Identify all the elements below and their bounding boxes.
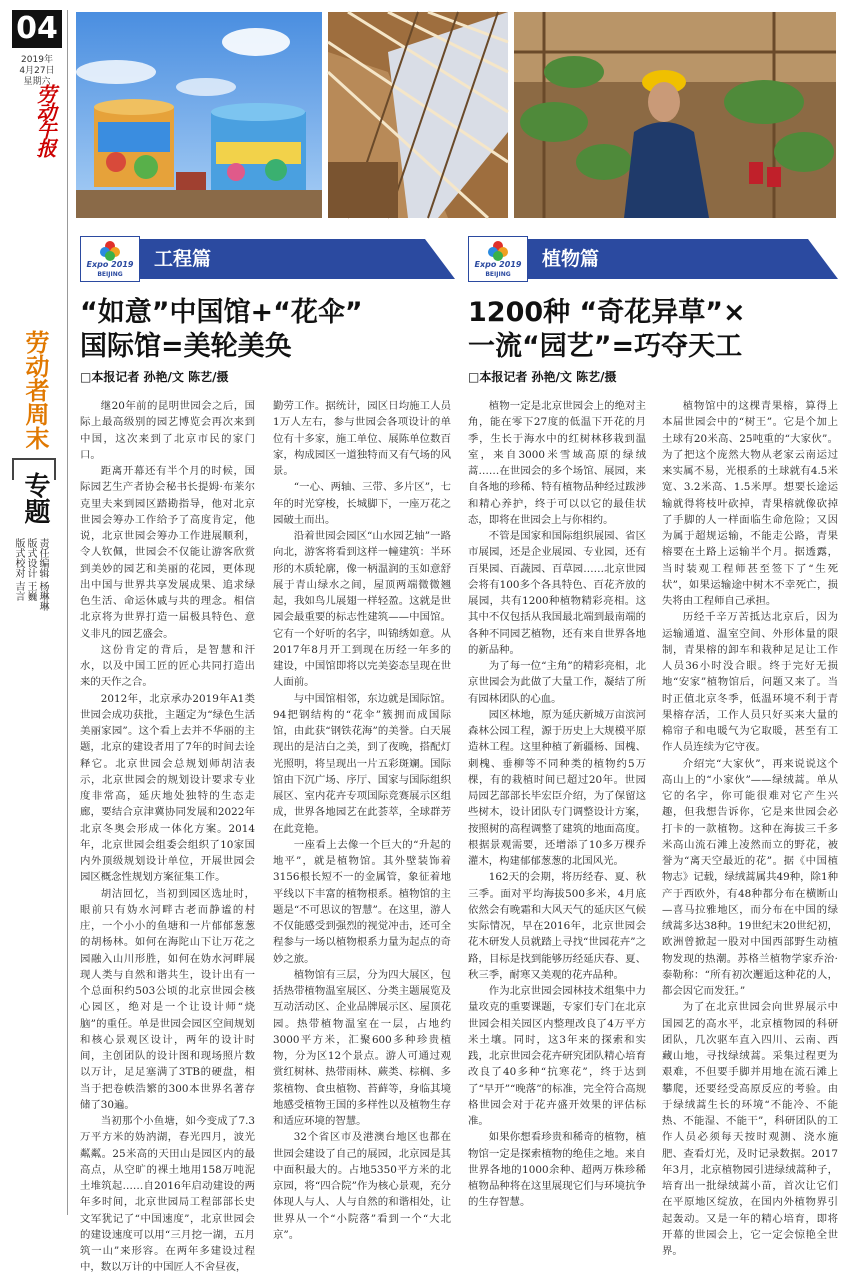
paragraph: 如果你想看珍贵和稀奇的植物，植物馆一定是探索植物的绝佳之地。来自世界各地的1000余种、超两万株珍稀植物品种将在这里展现它们与环境抗争的生存智慧。 — [468, 1131, 646, 1209]
paragraph: 植物馆中的这棵青果榕，算得上本届世园会中的“树王”。它是个加上土球有20米高、25吨重的“大家伙”。为了把这个庞然大物从老家云南运过来实属不易，光根系的土球就有4.5米宽、3.2米高、1.5米厚。想要长途运输就得将枝叶砍掉，青果榕就像砍掉了手脚的人一样面临生命危险；又因为属于超规运输，不能走公路，青果榕要在土路上运输半个月。据透露，当时装观工程师甚至签下了“生死状”，如果运输途中树木不幸死亡，损失将由工程师自己承担。 — [662, 400, 838, 607]
paragraph: 2012年，北京承办2019年A1类世园会成功获批，主题定为“绿色生活 美丽家园”。这个看上去并不华丽的主题，北京的建设者用了7年的时间去诠释它。北京世园会总规划师胡洁表示，北京世园会的规划设计要求专业度非常高，延庆地处独特的生态走廊，要结合京津冀协同发展和2022年北京冬奥会形成一体化方案。2014年，北京世园会组委会组织了10家国内外顶级规划设计单位，开展世园会园区概念性规划方案征集工作。 — [80, 692, 255, 884]
painted-oil-tanks-photo — [76, 12, 322, 218]
section-tag: 工程篇 — [154, 248, 212, 270]
right-headline-line1: 1200种 “奇花异草”× — [468, 297, 746, 328]
issue-date: 4月27日 — [19, 66, 55, 76]
section-tag-banner — [528, 239, 838, 279]
left-headline — [80, 296, 460, 364]
paragraph: 与中国馆相邻，东边就是国际馆。94把钢结构的“花伞”簇拥而成国际馆，由此获“钢铁花海”的美誉。白天展现出的是洁白之美，到了夜晚，搭配灯光照明，将呈现出一片五彩斑斓。国际馆由下沉广场、序厅、国家与国际组织展区、室内花卉专项国际竞赛展示区组成，世界各地园艺在此荟萃，全球群芳在此竞艳。 — [273, 692, 451, 835]
issue-weekday: 星期六 — [23, 77, 51, 87]
section-name: 劳动者周末 — [21, 330, 49, 450]
paragraph: 作为北京世园会园林技术组集中力量攻克的重要课题，专家们专门在北京世园会相关园区内整理改良了4万平方米土壤。同时，这3年来的探索和实践，北京世园会花卉研究团队精心培育改良了40多种“抗寒花”，终于达到了“早开”“晚落”的标准，完全符合高规格世园会对于花卉盛开效果的评估标准。 — [468, 985, 646, 1127]
issue-year: 2019年 — [21, 55, 53, 65]
paragraph: 这份肯定的背后，是智慧和汗水，以及中国工匠的匠心共同打造出来的天作之合。 — [80, 643, 255, 689]
expo-logo-subtext: BEIJING — [97, 271, 123, 278]
paragraph: 胡洁回忆，当初到园区选址时，眼前只有妫水河畔古老而静谧的村庄，一个小小的鱼塘和一片郁郁葱葱的胡杨林。如何在海陀山下让万花之园融入山川形胜，如何在妫水河畔展现人类与自然和谐共生，设计出有一个总面积约503公顷的北京世园会核心园区，绝对是一个让设计师“烧脑”的重任。单是世园会园区空间规划和核心景观区设计，两年的设计时间，主创团队的设计图和现场照片数以万计，足足塞满了3TB的硬盘，相当于把卷帙浩繁的300本世界名著存储了30遍。 — [80, 887, 255, 1111]
paragraph: “一心、两轴、三带、多片区”，七年的时光穿梭，长城脚下，一座万花之园破土而出。 — [273, 481, 451, 526]
paragraph: 园区林地，原为延庆新城万亩滨河森林公园工程，源于历史上大规模平原造林工程。这里种植了新疆杨、国槐、刺槐、垂柳等不同种类的植物约5万棵，有的栽植时间已超过20年。世园局园艺部部长毕宏臣介绍，为了保留这些树木，设计团队专门调整设计方案，按照树的高程调整了建筑的地面高度。根据景观需要，还增添了10多万棵乔灌木，构建郁郁葱葱的北国风光。 — [468, 708, 646, 867]
paragraph: 当初那个小鱼塘，如今变成了7.3万平方米的妫汭湖，春光四月，波光粼粼。25米高的天田山是园区内的最高点，从空旷的裸土地用158万吨泥土堆筑起……自2016年启动建设的两年多时间，北京世园局工程部部长史文军犹记了“中国速度”，北京世园会的建设速度可以用“三月挖一湖，五月筑一山”来形容。在两年多建设过程中，数以万计的中国匠人不舍昼夜， — [80, 1115, 255, 1274]
paragraph: 植物一定是北京世园会上的绝对主角，能在零下27度的低温下开花的月季，生长于海水中的红树林移栽到温室，来自3000米雪域高原的绿绒蒿……在世园会的多个场馆、展园，来自各地的珍稀、特有植物品种经过跋涉和精心养护，终于可以以它的最佳状态，即将在世园会上与你相约。 — [468, 400, 646, 526]
credit-designer: 版式设计 王巍 — [25, 538, 36, 602]
paragraph: 为了每一位“主角”的精彩亮相，北京世园会为此做了大量工作，凝结了所有园林团队的心血。 — [468, 660, 646, 705]
left-headline-line1: “如意”中国馆+“花伞” — [80, 297, 363, 328]
expo-logo-text: Expo 2019 — [474, 260, 522, 269]
paragraph: 32个省区市及港澳台地区也都在世园会建设了自己的展园，北京园是其中面积最大的。占地5350平方米的北京园，将“四合院”作为核心景观，充分体现人与人、人与自然的和谐相处，让世界从一个“小院落”看到一个“大北京”。 — [273, 1131, 451, 1241]
expo-2019-logo — [468, 236, 528, 282]
right-article-column-2 — [662, 398, 838, 1257]
right-article-column-1 — [468, 398, 646, 1216]
paragraph: 距离开幕还有半个月的时候，国际园艺生产者协会秘书长提姆·布莱尔克里夫来到园区踏勘指导，他对北京世园会筹办工作给予了高度肯定，他说，北京世园会筹办工作进展顺利，令人钦佩，世园会不仅能让游客欣赏到美妙的园艺和美丽的花园，更体现出中国与世界共享发展成果、追求绿色生活、命运休戚与共的理念。相信北京将为世界打造一届极具特色、意义非凡的园艺盛会。 — [80, 465, 255, 640]
expo-2019-logo — [80, 236, 140, 282]
left-headline-line2: 国际馆=美轮美奂 — [80, 331, 292, 362]
margin-divider — [67, 10, 68, 1215]
expo-bloom-icon — [487, 240, 509, 262]
section-tag: 植物篇 — [542, 248, 600, 270]
section-subname: 专题 — [20, 472, 50, 524]
expo-logo-text: Expo 2019 — [86, 260, 134, 269]
paragraph: 沿着世园会园区“山水园艺轴”一路向北，游客将看到这样一幢建筑：半环形的木质轮廓，像一柄温润的玉如意舒展于青山绿水之间，屋顶两端微微翘起，我如鸟儿展翅一样轻盈。这就是世园会最重要的标志性建筑——中国馆。它有一个好听的名字，叫锦绣如意。从2017年8月开工到现在历经一年多的建设，中国馆即将以完美姿态呈现在世人面前。 — [273, 530, 451, 689]
expo-bloom-icon — [99, 240, 121, 262]
paragraph: 为了在北京世园会向世界展示中国园艺的高水平，北京植物园的科研团队，几次驱车直入四川、云南、西藏山地，寻找绿绒蒿。采集过程更为艰难，不但要手脚并用地在流石滩上攀爬，还要经受高原反应的考验。由于绿绒蒿生长的环境“不能冷、不能热、不能湿、不能干”，科研团队的工作人员必须每天按时观测、浇水施肥、查看灯光，及时记录数据。2017年3月，北京植物园引进绿绒蒿种子，培育出一批绿绒蒿小苗，首次让它们在平原地区绽放，在国内外植物界引起轰动。又是一年的精心培育，即将开幕的世园会上，它一定会惊艳全世界。 — [662, 1001, 838, 1257]
credit-editor: 责任编辑 杨琳琳 — [37, 538, 48, 612]
editorial-credits — [12, 538, 48, 658]
right-headline — [468, 296, 840, 364]
newspaper-masthead: 劳动午报 — [33, 84, 57, 156]
paragraph: 162天的会期，将历经春、夏、秋三季。面对平均海拔500多米，4月底依然会有晚霜和大风天气的延庆区气候实际情况，早在2016年，北京世园会花木研发人员就踏上寻找“世园花卉”之路，目标是找到能够历经延庆春、夏、秋三季，耐寒又美观的花卉品种。 — [468, 871, 646, 981]
section-tag-banner — [140, 239, 455, 279]
left-byline: □本报记者 孙艳/文 陈艺/摄 — [80, 370, 229, 384]
worker-in-greenhouse-photo — [514, 12, 836, 218]
left-article-column-1 — [80, 398, 255, 1274]
right-byline: □本报记者 孙艳/文 陈艺/摄 — [468, 370, 617, 384]
paragraph: 一座看上去像一个巨大的“升起的地平”，就是植物馆。其外壁装饰着3156根长短不一的金属管，象征着地平线以下丰富的植物根系。植物馆的主题是“不可思议的智慧”。在这里，游人不仅能感受到强烈的视觉冲击，还可全程参与一场以植物根系力量为起点的奇妙之旅。 — [273, 838, 451, 965]
expo-logo-subtext: BEIJING — [485, 271, 511, 278]
page-number: 04 — [12, 10, 62, 48]
paragraph: 继20年前的昆明世园会之后，国际上最高级别的园艺博览会再次来到中国，这次来到了北京市民的家门口。 — [80, 400, 255, 461]
plants-section-header — [468, 236, 838, 282]
paragraph: 历经千辛万苦抵达北京后，因为运输通道、温室空间、外形体量的限制，青果榕的卸车和栽种足足让工作人员36小时没合眼。终于完好无损地“安家”植物馆后，问题又来了。当时正值北京冬季，低温环境不利于青果榕存活，工作人员只好买来大量的棉帘子和电暖气为它取暖，甚至有工作人员连续为它守夜。 — [662, 611, 838, 754]
engineering-section-header — [80, 236, 455, 282]
paragraph: 不管是国家和国际组织展园、省区市展园，还是企业展园、专业园，还有百果园、百蔬园、百草园……北京世园会将有100多个各具特色、百花齐放的展园，共有1200种植物精彩亮相。这其中不仅包括从我国最北端到最南端的各种不同园艺植物，还有来自世界各地的新品种。 — [468, 530, 646, 656]
left-article-column-2 — [273, 398, 451, 1241]
china-pavilion-timber-roof-photo — [328, 12, 508, 218]
paragraph: 勤劳工作。据统计，园区日均施工人员1万人左右，参与世园会各项设计的单位有十多家，施工单位、展陈单位数百家，构成园区一道独特而又有气场的风景。 — [273, 400, 451, 477]
right-headline-line2: 一流“园艺”=巧夺天工 — [468, 331, 743, 362]
credit-proofreader: 版式校对 吉言 — [13, 538, 24, 602]
paragraph: 介绍完“大家伙”，再来说说这个高山上的“小家伙”——绿绒蒿。单从它的名字，你可能很难对它产生兴趣，但我想告诉你，它是来世园会必打卡的一款植物。这种在海拔三千多米高山流石滩上凌然而立的野花，被誉为“离天空最近的花”。据《中国植物志》记载，绿绒蒿属共49种，除1种产于西欧外，有48种都分布在横断山—喜马拉雅地区，而分布在中国的绿绒蒿多达38种。19世纪末20世纪初，欧洲曾掀起一股对中国西部野生动植物发现的热潮。苏格兰植物学家乔治·泰勒称：“所有初次邂逅这种花的人，都会因它而发狂。” — [662, 757, 838, 997]
paragraph: 植物馆有三层，分为四大展区，包括热带植物温室展区、分类主题展览及互动活动区、企业品牌展示区、屋顶花园。热带植物温室在一层，占地约3000平方米，汇聚600多种珍贵植物，分为区12个景点。游人可通过观赏红树林、热带雨林、蕨类、棕榈、多浆植物、食虫植物、苔藓等，身临其境地感受植物王国的多样性以及植物生存和适应环境的智慧。 — [273, 968, 451, 1127]
